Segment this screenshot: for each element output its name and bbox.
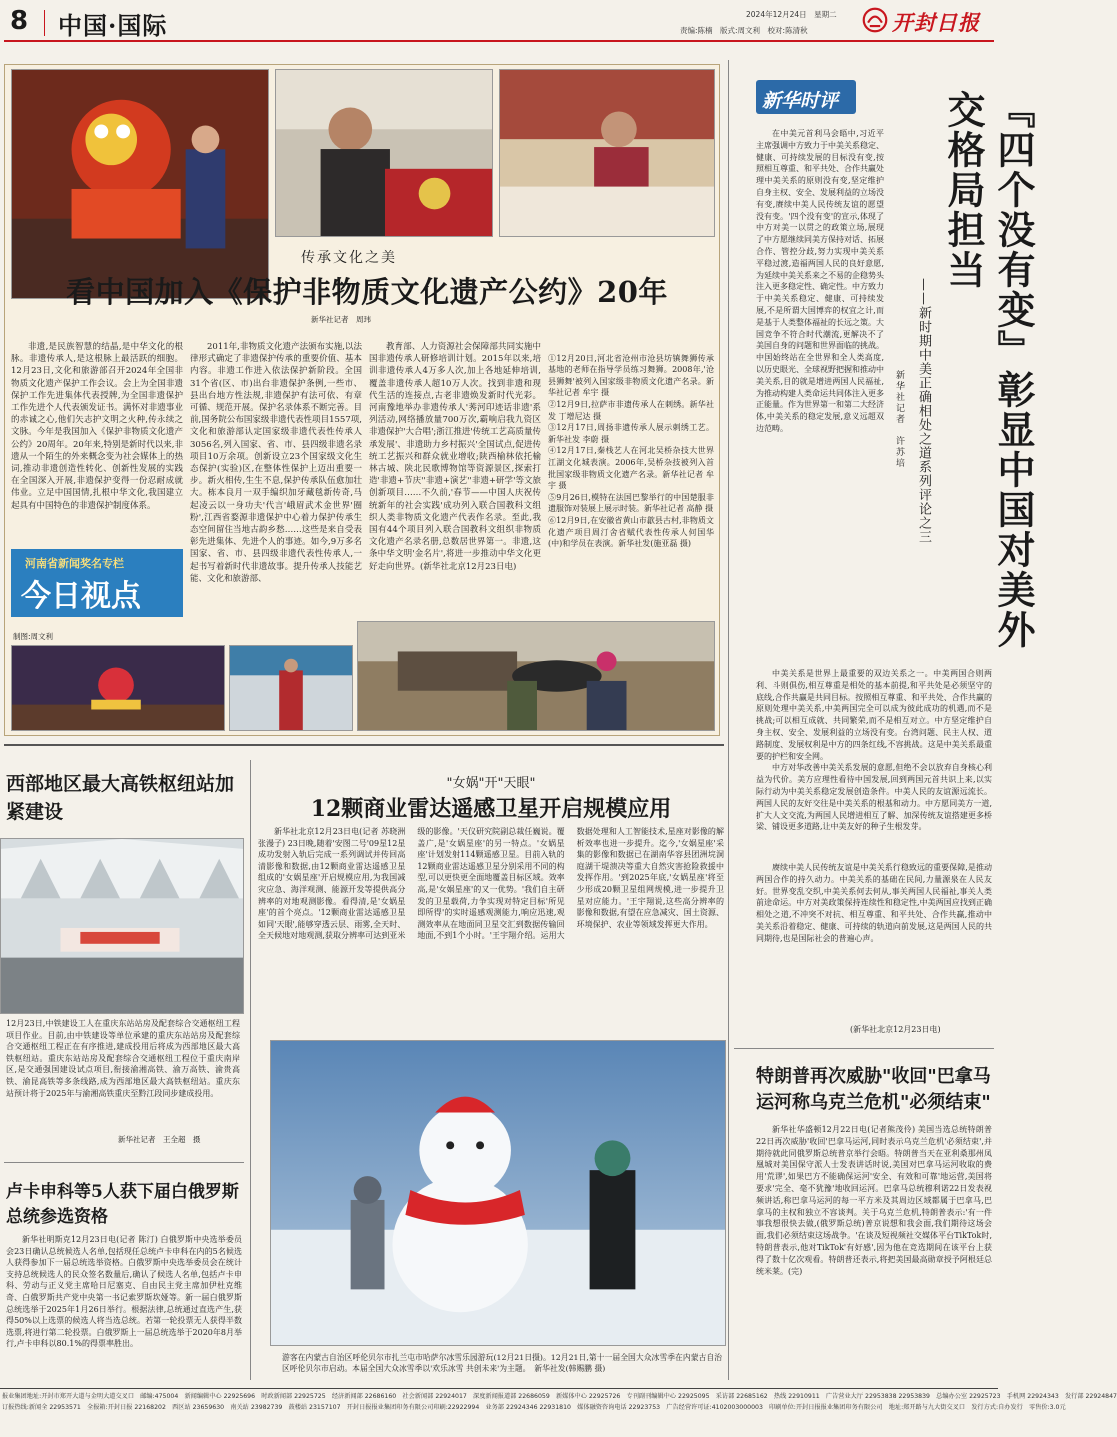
issue-date: 2024年12月24日 星期二 [746,10,837,19]
photo-embroidery-man [275,69,493,237]
rail-story-title: 西部地区最大高铁枢纽站加紧建设 [6,773,235,823]
trump-story-body [756,1124,992,1386]
commentary-title: 『四个没有变』彰显中国对美外交格局担当 [941,90,1036,650]
award-banner-name: 今日视点 [21,579,141,614]
feature-captions-text: ①12月20日,河北省沧州市沧县坊镇舞狮传承基地的老师在指导学员练习舞狮。2008年,'沧县狮舞'被列入国家级非物质文化遗产名录。新华社记者 牟宇 摄 ②12月9日,拉萨市非遗传承人在刺绣。新华社发 丁增尼达 摄 ③12月17日,周扬非遗传承人展示刺绣工艺。新华社发 李蔚 摄 ④12月17日,秦栈艺人在河北吴桥杂技大世界江湖文化城表演。2006年,吴桥杂技被列入首批国家级非物质文化遗产名录。新华社记者 牟宇 摄 ⑤9月26日,模特在法国巴黎举行的中国楚服非遗服饰对装展上展示时装。新华社记者 高静 摄 ⑥12月9日,在安徽省黄山市歙县古村,非物质文化遗产项目周汀舍省赋代表性传承人何国华(中)和学员在表演。新华社发(施亚磊 摄) [548,353,714,549]
feature-headline: 看中国加入《保护非物质文化遗产公约》20年 [66,275,668,309]
footer-line-2: 订报热线:新闻全 22953571 全报箱:开封日报 22168202 西区站 23659630 南关站 23982739 鼓楼站 23157107 开封日报报业集团印务有限公司印刷:22922994 业务部 22924346 22931810 媒体融资咨询电话 22923753 广告经营许可证:4102003000003 印刷单位:开封日报报业集团印务有限公司 地址:郑开路与九大街交叉口 发行方式:自办发行 零售价:3.0元 [2,1404,1066,1411]
photo-lion-dance [11,69,269,299]
header-divider [44,10,45,36]
commentary-badge [756,80,856,114]
award-banner-title: 河南省新闻奖名专栏 [25,557,124,570]
feature-col-2-text: 2011年,非物质文化遗产法颁布实施,以法律形式确定了非遗保护传承的重要价值、基本内容。非遗工作进入依法保护新阶段。全国31个省(区、市)出台非遗保护条例,一些市、县出台地方性法规,非遗保护有法可依、有章可循、规范开展。保护名录体系不断完善。目前,国务院公布国家级非遗代表性项目1557项,文化和旅游部认定国家级非遗代表性传承人3056名,列入国家、省、市、县四级非遗名录项目10万余项。创新设立23个国家级文化生态保护(实验)区,在整体性保护上迈出重要一步。新火相传,生生不息,保护传承队伍愈加壮大。栋本良月一双手编织加牙藏毯新传奇,马起凌云以一身功夫'代言'峨眉武术金世界'圈粉',江西省婺源非遗保护中心着力保护传承生态空间留住当地古韵乡愁……这些是来自受表彰先进集体、先进个人的事迹。如今,9万多名国家、省、市、县四级非遗代表性传承人,一起书写着新时代非遗故事。提升传承人技能艺能、文化和旅游部、 [190,342,362,584]
feature-kicker: 传承文化之美 [301,250,397,266]
commentary-body-3-text: 中方对华改善中美关系发展的意愿,但绝不会以放弃自身核心利益为代价。美方应理性看待中国发展,回到两国元首共识上来,以实际行动为中美关系稳定发展创造条件。中美人民的友谊源远流长。两国人民的友好交往是中美关系的根基和动力。中方愿同美方一道,扩大人文交流,为两国人民增进相互了解、加深传统友谊搭建更多桥梁、铺设更多道路,让中美友好的种子生根发芽。 [756,763,992,832]
feature-byline: 新华社记者 周玮 [311,315,371,324]
logo-text: 开封日报 [892,10,980,35]
feature-col-1 [11,341,183,545]
commentary-dateline: (新华社北京12月23日电) [850,1025,941,1034]
satellite-body-text: 新华社北京12月23日电(记者 苏晓洲 张漫子) 23日晚,随着'安图二号'09星12星成功发射入轨后完成一系列调试并传回高清影像和数据,由12颗商业雷达遥感卫星组成的'女娲星座'开启规模应用,为我国减灾应急、海洋观测、能源开发等提供高分辨率的对地观测影像。看得清,是'女娲星座'的首个亮点。'12颗商业雷达遥感卫星如同'天眼',能够穿透云层、雨雾,全天时、全天候地对地观测,获取分辨率可达到亚米级的影像。'天仪研究院副总裁任巍说。覆盖广,是'女娲星座'的另一特点。'女娲星座'计划发射114颗遥感卫星。目前入轨的12颗商业雷达遥感卫星分别采用不同的构型,可以更快更全面地覆盖目标区域。效率高,是'女娲星座'的又一优势。'我们自主研发的卫星载荷,力争实现对特定目标'所见即所得'的实时遥感观测能力,响应迅速,观测效率从在地面同卫星交汇到数据传输回地面,不到1个小时。'王宇翔介绍。运用大数据处理和人工智能技术,星座对影像的解析效率也进一步提升。迄今,'女娲星座'采集的影像和数据已在湖南华容县团洲垸洞庭湖干堤溃决等重大自然灾害抢险救援中发挥作用。'到2025年底,'女娲星座'将至少形成20颗卫星组网规模,进一步提升卫星对应能力。'王宇翔说,这些高分辨率的影像和数据,有望在应急减灾、国土资源、环境保护、农业等领域发挥更大作用。 [258,827,724,941]
footer-rule [0,1388,998,1389]
footer-line-1: 报业集团地址:开封市郑开大道与金明大道交叉口 邮编:475004 新闻编辑中心 22925696 时政新闻部 22925725 经济新闻部 22686160 社会新闻部 22924017 深度新闻报道部 22686059 新媒体中心 22925726 专刊副刊编辑中心 22925095 采访部 22685162 热线 22910911 广告营业大厅 22953838 22953839 总编办公室 22925723 手机网 22924343 发行部 22924847 [2,1393,1117,1400]
luka-story-title: 卢卡申科等5人获下届白俄罗斯总统参选资格 [6,1182,239,1227]
feature-col-2 [190,341,362,625]
photo-railway-station [0,838,244,1014]
middle-vertical-rule [250,760,251,1380]
commentary-byline: 新华社记者 许苏培 [894,370,904,469]
trump-story-rule [734,1048,994,1049]
feature-col-3-text: 教育部、人力资源社会保障部共同实施中国非遗传承人研修培训计划。2015年以来,培训非遗传承人4万多人次,加上各地延伸培训,覆盖非遗传承人超10万人次。找到非遗和现代生活的连接点,古老非遗焕发新时代光彩。河南豫地举办非遗传承人'莠河印迹话非遗'系列活动,网络播放量700万次,霸响启我九资区非遗保护'大合唱';浙江推进'传统工艺高质量传承发展'、非遗助力乡村振兴'全国试点,促进传统工艺振兴和群众就业增收;陕西榆林依托榆林古城、陕北民歌博物馆等资源景区,探索打造'非遗+节庆''非遗+演艺''非遗+研学'等文旅创新项目……不久前,'春节——中国人庆祝传统新年的社会实践'成功列入联合国教科文组织人类非物质文化遗产代表作名录。至此,我国有44个项目列入联合国教科文组织非物质文化遗产名录名册,总数居世界第一。非遗,这条中华文明'金名片',将进一步推动中华文化更好走向世界。(新华社北京12月23日电) [369,342,541,572]
photo-fashion-show [229,645,353,731]
feature-box [4,64,720,736]
commentary-body-1 [756,128,884,662]
commentary-body-2 [756,668,992,858]
masthead [0,0,998,52]
photo-fish-dance [357,621,715,731]
feature-photo-captions [548,341,714,625]
section-title: 中国·国际 [58,11,168,40]
rail-story-credit: 新华社记者 王全超 摄 [118,1135,201,1144]
photo-acrobatics [11,645,225,731]
photo-embroidery-woman [499,69,715,237]
right-column-rule [728,60,729,1380]
trump-story-text: 新华社华盛顿12月22日电(记者熊茂伶) 美国当选总统特朗普22日再次威胁'收回'巴拿马运河,同时表示乌克兰危机'必须结束',并期待就此同俄罗斯总统普京举行会晤。特朗普当天在亚利桑那州凤凰城对美国保守派人士发表讲话时说,美国对巴拿马运河收取的费用'荒谬',如果巴方不能确保运河'安全、有效和可靠'地运营,美国将要求'完全、毫不犹豫'地收回运河。巴拿马总统穆利诺22日发表视频讲话,称巴拿马运河的每一平方米及其周边区域都属于巴拿马,巴拿马的主权和独立不容谈判。关于乌克兰危机,特朗普表示:'有一件事我想很快去做,(俄罗斯总统)普京说想和我会面,我们期待这场会面,我们必须结束这场战争。'在谈及短视频社交媒体平台TikTok时,特朗普表示,他对TikTok'有好感',因为他在竞选期间在该平台上获得了数十亿次观看。特朗普还表示,将把美国最高勋章授予阿根廷总统米莱。(完) [756,1125,992,1276]
satellite-kicker: "女娲"开"天眼" [446,776,536,791]
trump-story-title: 特朗普再次威胁"收回"巴拿马运河称乌克兰危机"必须结束" [756,1066,991,1113]
page-number: 8 [10,6,29,36]
commentary-badge-text: 新华时评 [762,90,839,112]
editor-credits: 责编:陈楠 版式:周文利 校对:陈清秋 [680,26,808,35]
feature-col-3 [369,341,541,625]
satellite-body [258,826,724,1034]
bottom-photo-caption-text: 游客在内蒙古自治区呼伦贝尔市扎兰屯市哈萨尔冰雪乐园游玩(12月21日摄)。12月21日,第十一届全国大众冰雪季在内蒙古自治区呼伦贝尔市启动。本届全国大众冰雪季以'欢乐冰雪 共创未来'为主题。 新华社发(韩赐鹏 摄) [282,1353,722,1373]
photo-credit: 制图:周文利 [13,632,54,641]
luka-story-rule [4,1162,244,1163]
satellite-title: 12颗商业雷达遥感卫星开启规模应用 [310,796,672,822]
masthead-rule [4,40,994,42]
commentary-subtitle: ——新时期中美正确相处之道系列评论之三 [916,278,931,544]
luka-story-text: 新华社明斯克12月23日电(记者 陈汀) 白俄罗斯中央选举委员会23日确认总统候选人名单,包括现任总统卢卡申科在内的5名候选人获得参加下一届总统选举资格。白俄罗斯中央选举委员会在统计支持总统候选人的民众签名数量后,确认了候选人名单,包括卢卡申科、劳动与正义党主席哈日尼塞克、自由民主党主席加伊杜克维奇、白俄罗斯共产党中央第一书记索罗斯坎娅等。新一届白俄罗斯总统选举于2025年1月26日举行。根据法律,总统通过直选产生,获得50%以上选票的候选人将当选总统。若第一轮投票无人获得半数选票,将进行第二轮投票。白俄罗斯上一届总统选举于2020年8月举行,卢卡申科以80.1%的得票率胜出。 [6,1235,242,1349]
rail-story-caption-text: 12月23日,中铁建设工人在重庆东站站房及配套综合交通枢纽工程项目作业。目前,由中铁建设等单位承建的重庆东站站房及配套综合交通枢纽工程正在有序推进,建成投用后将成为西部地区最大高铁枢纽站。重庆东站站房及配套综合交通枢纽工程位于重庆南岸区,是交通强国建设试点项目,衔接渝湘高铁、渝万高铁、渝贵高铁、渝昆高铁等多条线路,成为西部地区最大高铁枢纽站。重庆东站预计将于2025年与渝湘高铁重庆至黔江段同步建成投用。 [6,1019,240,1098]
middle-section-rule [4,744,724,746]
commentary-body-2-text: 中美关系是世界上最重要的双边关系之一。中美两国合则两利、斗则俱伤,相互尊重是相处的基本前提,和平共处是必须坚守的底线,合作共赢是共同目标。按照相互尊重、和平共处、合作共赢的原则处理中美关系,中美两国完全可以成为彼此成功的机遇,而不是挑战;可以相互成就、共同繁荣,而不是相互对立。中方坚定维护自身主权、安全、发展利益的立场没有变。台湾问题、民主人权、道路制度、发展权利是中方的四条红线,不容挑战。这是中美关系最重要的护栏和安全网。 [756,669,992,761]
rail-story-caption [6,1018,240,1130]
logo-emblem-icon [862,7,888,33]
newspaper-logo [862,5,992,37]
feature-col-1-text: 非遗,是民族智慧的结晶,是中华文化的根脉。非遗传承人,是这根脉上最活跃的细胞。12月23日,文化和旅游部召开2024年全国非物质文化遗产保护工作会议。会上为全国非遗保护工作先进集体代表授牌,为全国非遗保护工作先进个人代表颁发证书。满怀对非遗事业的赤诚之心,他们矢志护文明之火种,传永续之文脉。今年是我国加入《保护非物质文化遗产公约》20周年。20年来,特别是新时代以来,非遗从一个陌生的外来概念变为社会媒体上的热词,推动非遗创造性转化、创新性发展的实践在全国深入开展,非遗保护变得一份忍耐成就伟业。立足中国国情,扎根中华文化,我国建立起具有中国特色的非遗保护制度体系。 [11,342,183,511]
luka-story-body [6,1234,242,1384]
photo-snowman [270,1040,726,1346]
award-banner [11,549,183,617]
commentary-body-4-text: 赓续中美人民传统友谊是中美关系行稳致远的重要保障,是推动两国合作的持久动力。中美关系的基础在民间,力量源泉在人民友好。世界变乱交织,中美关系何去何从,事关两国人民福祉,事关人类前途命运。中方对美政策保持连续性和稳定性,中美两国应找到正确相处之道,不冲突不对抗、相互尊重、和平共处、合作共赢,推动中美关系沿着稳定、健康、可持续的轨道向前发展,这是两国人民的共同期待,也是国际社会的普遍心声。 [756,863,992,943]
commentary-body-4 [756,862,992,1016]
commentary-body-1-text: 在中美元首利马会晤中,习近平主席强调中方致力于中美关系稳定、健康、可持续发展的目标没有变,按照相互尊重、和平共处、合作共赢处理中美关系的原则没有变,坚定维护自身主权、安全、发展利益的立场没有变,赓续中美人民传统友谊的愿望没有变。'四个没有变'的宣示,体现了中方对美一以贯之的政策立场,展现了中方愿继续同美方保持对话、拓展合作、管控分歧,努力实现中美关系平稳过渡,造福两国人民的良好意愿,为延续中美关系来之不易的企稳势头注入更多稳定性、确定性。中方致力于中美关系稳定、健康、可持续发展,不是所谓大国博弈的权宜之计,而是基于人类整体福祉的长远之策。大国竞争不符合时代潮流,更解决不了美国自身的问题和世界面临的挑战。中国始终站在全世界和全人类高度,以历史眼光、全球视野把握和推动中美关系,目的就是增进两国人民福祉,为推动构建人类命运共同体注入更多正能量。作为世界第一和第二大经济体,中美关系的稳定发展,意义远超双边范畴。 [756,129,884,433]
bottom-photo-caption [282,1352,722,1384]
